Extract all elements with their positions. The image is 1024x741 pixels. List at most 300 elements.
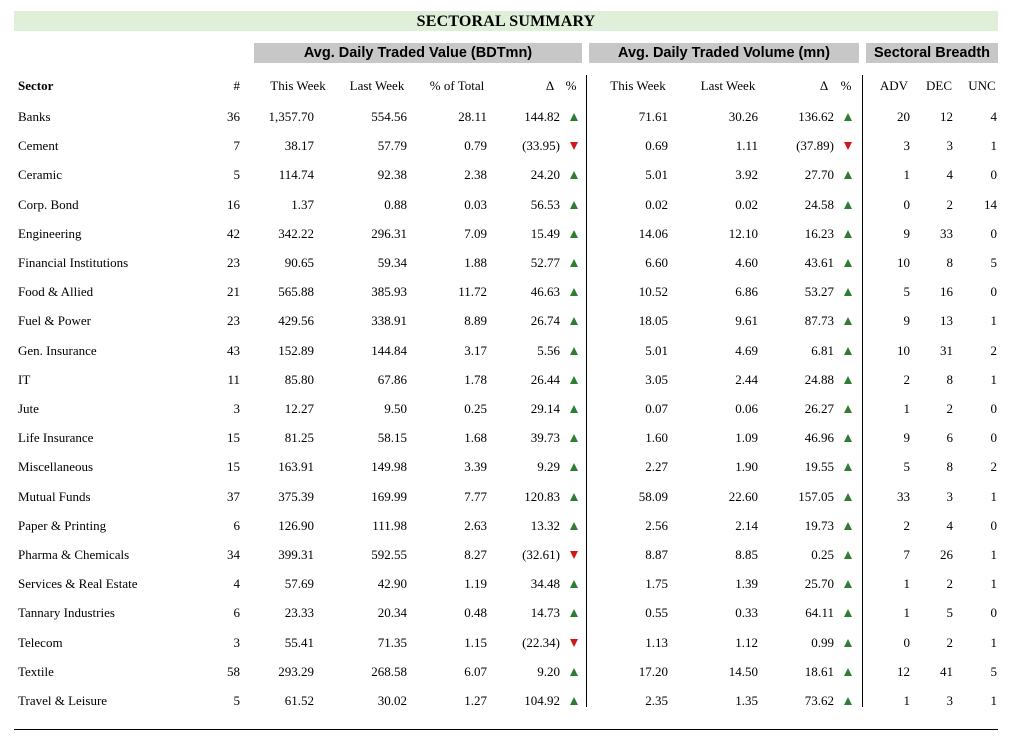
cell-adv: 2 [903,372,910,387]
cell-value-last-week: 554.56 [371,109,407,124]
cell-adv: 5 [903,284,910,299]
cell-adv: 1 [903,605,910,620]
cell-sector: Banks [18,109,51,124]
cell-unc: 1 [990,635,997,650]
cell-volume-delta: 6.81 [811,343,834,358]
cell-value-delta: 24.20 [530,167,560,182]
cell-volume-last-week: 1.09 [735,430,758,445]
cell-value-this-week: 565.88 [278,284,314,299]
cell-value-last-week: 296.31 [371,226,407,241]
cell-dec: 8 [946,255,953,270]
value-delta-up-arrow-icon [570,609,578,617]
cell-dec: 8 [946,459,953,474]
cell-volume-last-week: 30.26 [728,109,758,124]
cell-dec: 4 [946,518,953,533]
cell-volume-last-week: 0.02 [735,197,758,212]
cell-value-pct-total: 8.27 [464,547,487,562]
cell-dec: 2 [946,635,953,650]
cell-adv: 20 [897,109,910,124]
volume-delta-up-arrow-icon [844,113,852,121]
cell-dec: 16 [940,284,953,299]
cell-volume-delta: 53.27 [804,284,834,299]
cell-count: 21 [227,284,240,299]
cell-value-this-week: 152.89 [278,343,314,358]
header-dec: DEC [926,78,952,93]
cell-count: 3 [233,401,240,416]
cell-volume-delta: 87.73 [804,313,834,328]
cell-count: 5 [233,693,240,708]
cell-dec: 3 [946,693,953,708]
header-sector: Sector [18,78,54,93]
cell-value-this-week: 90.65 [284,255,314,270]
cell-volume-delta: 26.27 [804,401,834,416]
cell-volume-this-week: 8.87 [645,547,668,562]
cell-sector: Miscellaneous [18,459,94,474]
cell-sector: Services & Real Estate [18,576,138,591]
cell-unc: 14 [984,197,997,212]
cell-volume-delta: 18.61 [804,664,834,679]
cell-value-delta: 26.44 [530,372,560,387]
cell-count: 3 [233,635,240,650]
cell-value-this-week: 342.22 [278,226,314,241]
cell-count: 6 [233,518,240,533]
cell-count: 23 [227,313,240,328]
cell-dec: 33 [940,226,953,241]
cell-value-this-week: 1,357.70 [268,109,314,124]
cell-value-this-week: 81.25 [284,430,314,445]
value-delta-up-arrow-icon [570,259,578,267]
value-delta-up-arrow-icon [570,668,578,676]
cell-value-pct-total: 1.19 [464,576,487,591]
cell-value-pct-total: 7.77 [464,489,487,504]
cell-value-delta: 5.56 [537,343,560,358]
cell-value-delta: 56.53 [530,197,560,212]
cell-volume-last-week: 1.90 [735,459,758,474]
cell-volume-last-week: 3.92 [735,167,758,182]
cell-volume-last-week: 1.39 [735,576,758,591]
cell-value-last-week: 42.90 [377,576,407,591]
value-delta-up-arrow-icon [570,317,578,325]
cell-value-delta: (32.61) [522,547,560,562]
cell-volume-this-week: 58.09 [638,489,668,504]
volume-delta-up-arrow-icon [844,580,852,588]
cell-value-last-week: 30.02 [377,693,407,708]
value-delta-down-arrow-icon [570,142,578,150]
value-delta-up-arrow-icon [570,580,578,588]
volume-delta-up-arrow-icon [844,347,852,355]
cell-unc: 0 [990,605,997,620]
cell-sector: Tannary Industries [18,605,115,620]
cell-sector: Telecom [18,635,63,650]
cell-value-last-week: 59.34 [377,255,407,270]
value-delta-up-arrow-icon [570,463,578,471]
cell-volume-last-week: 1.11 [735,138,758,153]
cell-volume-last-week: 2.44 [735,372,758,387]
header-value-this-week: This Week [270,78,326,93]
cell-sector: Fuel & Power [18,313,91,328]
volume-delta-up-arrow-icon [844,639,852,647]
cell-value-last-week: 144.84 [371,343,407,358]
value-delta-up-arrow-icon [570,347,578,355]
cell-count: 4 [233,576,240,591]
bottom-rule [14,729,998,730]
cell-value-delta: 15.49 [530,226,560,241]
volume-delta-up-arrow-icon [844,317,852,325]
cell-count: 36 [227,109,240,124]
cell-value-pct-total: 7.09 [464,226,487,241]
cell-dec: 26 [940,547,953,562]
cell-value-delta: 29.14 [530,401,560,416]
report-title: SECTORAL SUMMARY [14,11,998,31]
cell-volume-delta: 19.55 [804,459,834,474]
cell-volume-this-week: 2.27 [645,459,668,474]
cell-count: 15 [227,430,240,445]
volume-delta-up-arrow-icon [844,668,852,676]
cell-volume-delta: 46.96 [804,430,834,445]
cell-sector: Jute [18,401,39,416]
volume-delta-down-arrow-icon [844,142,852,150]
cell-value-this-week: 429.56 [278,313,314,328]
cell-dec: 3 [946,489,953,504]
cell-adv: 9 [903,226,910,241]
cell-volume-delta: 157.05 [798,489,834,504]
cell-dec: 13 [940,313,953,328]
cell-volume-last-week: 0.33 [735,605,758,620]
cell-sector: Textile [18,664,54,679]
cell-value-delta: 34.48 [530,576,560,591]
cell-volume-delta: 73.62 [804,693,834,708]
group-header-sectoral-breadth: Sectoral Breadth [866,43,998,63]
cell-volume-delta: 19.73 [804,518,834,533]
cell-volume-delta: 16.23 [804,226,834,241]
volume-delta-up-arrow-icon [844,463,852,471]
cell-volume-last-week: 1.12 [735,635,758,650]
cell-value-pct-total: 6.07 [464,664,487,679]
cell-unc: 5 [990,664,997,679]
cell-volume-last-week: 12.10 [728,226,758,241]
cell-value-delta: 104.92 [524,693,560,708]
cell-unc: 0 [990,226,997,241]
header-volume-this-week: This Week [610,78,666,93]
cell-dec: 2 [946,576,953,591]
volume-delta-up-arrow-icon [844,405,852,413]
cell-value-last-week: 268.58 [371,664,407,679]
volume-delta-up-arrow-icon [844,288,852,296]
cell-count: 16 [227,197,240,212]
value-delta-up-arrow-icon [570,113,578,121]
cell-volume-this-week: 0.02 [645,197,668,212]
cell-value-last-week: 592.55 [371,547,407,562]
cell-value-this-week: 1.37 [291,197,314,212]
cell-count: 23 [227,255,240,270]
cell-value-pct-total: 3.39 [464,459,487,474]
cell-dec: 5 [946,605,953,620]
divider-volume-breadth [862,75,863,707]
cell-value-last-week: 338.91 [371,313,407,328]
cell-count: 42 [227,226,240,241]
cell-unc: 1 [990,489,997,504]
cell-adv: 1 [903,576,910,591]
cell-adv: 9 [903,313,910,328]
cell-value-pct-total: 8.89 [464,313,487,328]
cell-dec: 6 [946,430,953,445]
volume-delta-up-arrow-icon [844,522,852,530]
cell-sector: Cement [18,138,59,153]
cell-value-this-week: 399.31 [278,547,314,562]
cell-unc: 1 [990,547,997,562]
volume-delta-up-arrow-icon [844,609,852,617]
cell-value-pct-total: 0.79 [464,138,487,153]
group-header-traded-value: Avg. Daily Traded Value (BDTmn) [254,43,582,63]
cell-volume-this-week: 10.52 [638,284,668,299]
cell-volume-delta: 0.25 [811,547,834,562]
cell-value-pct-total: 28.11 [458,109,487,124]
cell-value-this-week: 55.41 [284,635,314,650]
cell-volume-this-week: 71.61 [638,109,668,124]
value-delta-up-arrow-icon [570,201,578,209]
cell-value-pct-total: 1.78 [464,372,487,387]
cell-unc: 2 [990,459,997,474]
cell-dec: 8 [946,372,953,387]
cell-volume-this-week: 6.60 [645,255,668,270]
cell-value-last-week: 67.86 [377,372,407,387]
cell-adv: 33 [897,489,910,504]
cell-adv: 2 [903,518,910,533]
cell-volume-this-week: 18.05 [638,313,668,328]
cell-dec: 3 [946,138,953,153]
header-volume-last-week: Last Week [700,78,756,93]
cell-volume-last-week: 6.86 [735,284,758,299]
cell-sector: Engineering [18,226,82,241]
cell-unc: 1 [990,372,997,387]
value-delta-up-arrow-icon [570,230,578,238]
cell-value-last-week: 9.50 [384,401,407,416]
cell-value-delta: (22.34) [522,635,560,650]
cell-value-last-week: 71.35 [377,635,407,650]
header-unc: UNC [968,78,996,93]
volume-delta-up-arrow-icon [844,697,852,705]
cell-volume-delta: (37.89) [796,138,834,153]
cell-volume-last-week: 4.69 [735,343,758,358]
cell-count: 58 [227,664,240,679]
cell-sector: IT [18,372,31,387]
header-adv: ADV [879,78,909,93]
cell-volume-delta: 43.61 [804,255,834,270]
cell-unc: 1 [990,576,997,591]
cell-unc: 0 [990,518,997,533]
value-delta-up-arrow-icon [570,522,578,530]
volume-delta-up-arrow-icon [844,230,852,238]
cell-value-delta: 13.32 [530,518,560,533]
cell-adv: 10 [897,343,910,358]
cell-volume-this-week: 5.01 [645,167,668,182]
cell-count: 34 [227,547,240,562]
cell-value-this-week: 12.27 [284,401,314,416]
cell-value-pct-total: 0.48 [464,605,487,620]
cell-adv: 1 [903,693,910,708]
cell-unc: 5 [990,255,997,270]
cell-value-last-week: 92.38 [377,167,407,182]
cell-value-delta: 52.77 [530,255,560,270]
cell-dec: 4 [946,167,953,182]
value-delta-up-arrow-icon [570,171,578,179]
cell-value-this-week: 126.90 [278,518,314,533]
cell-value-last-week: 58.15 [377,430,407,445]
cell-volume-this-week: 2.35 [645,693,668,708]
cell-value-pct-total: 1.88 [464,255,487,270]
cell-volume-last-week: 22.60 [728,489,758,504]
cell-sector: Pharma & Chemicals [18,547,130,562]
cell-value-pct-total: 2.38 [464,167,487,182]
group-header-traded-volume: Avg. Daily Traded Volume (mn) [589,43,859,63]
cell-value-last-week: 0.88 [384,197,407,212]
cell-value-delta: 46.63 [530,284,560,299]
cell-value-delta: 26.74 [530,313,560,328]
cell-value-last-week: 169.99 [371,489,407,504]
cell-adv: 10 [897,255,910,270]
cell-volume-this-week: 17.20 [638,664,668,679]
volume-delta-up-arrow-icon [844,551,852,559]
cell-volume-last-week: 14.50 [728,664,758,679]
cell-value-pct-total: 11.72 [458,284,487,299]
cell-value-pct-total: 1.27 [464,693,487,708]
cell-dec: 31 [940,343,953,358]
cell-adv: 7 [903,547,910,562]
cell-value-this-week: 23.33 [284,605,314,620]
cell-adv: 5 [903,459,910,474]
cell-unc: 1 [990,138,997,153]
cell-dec: 2 [946,197,953,212]
cell-value-delta: 144.82 [524,109,560,124]
cell-sector: Gen. Insurance [18,343,97,358]
volume-delta-up-arrow-icon [844,201,852,209]
cell-value-this-week: 38.17 [284,138,314,153]
cell-unc: 0 [990,284,997,299]
value-delta-up-arrow-icon [570,697,578,705]
cell-value-this-week: 85.80 [284,372,314,387]
cell-value-this-week: 163.91 [278,459,314,474]
cell-volume-this-week: 5.01 [645,343,668,358]
cell-volume-last-week: 2.14 [735,518,758,533]
cell-count: 43 [227,343,240,358]
cell-value-pct-total: 3.17 [464,343,487,358]
cell-sector: Ceramic [18,167,63,182]
cell-value-pct-total: 0.03 [464,197,487,212]
cell-volume-last-week: 1.35 [735,693,758,708]
cell-adv: 1 [903,401,910,416]
cell-unc: 1 [990,693,997,708]
volume-delta-up-arrow-icon [844,171,852,179]
cell-volume-this-week: 14.06 [638,226,668,241]
cell-volume-last-week: 9.61 [735,313,758,328]
cell-unc: 1 [990,313,997,328]
cell-sector: Life Insurance [18,430,94,445]
cell-count: 5 [233,167,240,182]
cell-value-this-week: 61.52 [284,693,314,708]
cell-volume-delta: 0.99 [811,635,834,650]
cell-value-pct-total: 1.68 [464,430,487,445]
cell-count: 7 [233,138,240,153]
cell-volume-this-week: 0.55 [645,605,668,620]
value-delta-up-arrow-icon [570,434,578,442]
cell-volume-last-week: 4.60 [735,255,758,270]
cell-adv: 3 [903,138,910,153]
cell-count: 15 [227,459,240,474]
header-value-delta: Δ [545,78,555,93]
cell-volume-delta: 136.62 [798,109,834,124]
divider-value-volume [586,75,587,707]
cell-value-pct-total: 2.63 [464,518,487,533]
cell-value-this-week: 114.74 [278,167,314,182]
cell-sector: Mutual Funds [18,489,91,504]
cell-volume-this-week: 1.13 [645,635,668,650]
value-delta-down-arrow-icon [570,639,578,647]
cell-adv: 0 [903,197,910,212]
cell-value-delta: 9.20 [537,664,560,679]
cell-volume-this-week: 2.56 [645,518,668,533]
cell-adv: 9 [903,430,910,445]
cell-value-last-week: 385.93 [371,284,407,299]
header-value-delta-pct: % [565,78,577,93]
cell-dec: 12 [940,109,953,124]
cell-value-delta: 39.73 [530,430,560,445]
cell-value-delta: 9.29 [537,459,560,474]
cell-value-last-week: 111.98 [372,518,407,533]
cell-value-last-week: 20.34 [377,605,407,620]
cell-unc: 4 [990,109,997,124]
cell-volume-delta: 25.70 [804,576,834,591]
cell-volume-delta: 64.11 [805,605,834,620]
cell-sector: Travel & Leisure [18,693,108,708]
cell-value-pct-total: 0.25 [464,401,487,416]
cell-volume-this-week: 1.75 [645,576,668,591]
header-value-pct-total: % of Total [429,78,485,93]
cell-volume-this-week: 1.60 [645,430,668,445]
value-delta-up-arrow-icon [570,288,578,296]
cell-volume-delta: 27.70 [804,167,834,182]
cell-sector: Corp. Bond [18,197,79,212]
value-delta-down-arrow-icon [570,551,578,559]
cell-value-delta: 14.73 [530,605,560,620]
header-value-last-week: Last Week [349,78,405,93]
volume-delta-up-arrow-icon [844,493,852,501]
cell-dec: 2 [946,401,953,416]
cell-value-last-week: 149.98 [371,459,407,474]
volume-delta-up-arrow-icon [844,259,852,267]
cell-adv: 0 [903,635,910,650]
cell-count: 37 [227,489,240,504]
cell-volume-last-week: 0.06 [735,401,758,416]
cell-value-this-week: 293.29 [278,664,314,679]
cell-unc: 2 [990,343,997,358]
cell-adv: 12 [897,664,910,679]
cell-value-delta: 120.83 [524,489,560,504]
cell-volume-delta: 24.88 [804,372,834,387]
cell-unc: 0 [990,401,997,416]
cell-adv: 1 [903,167,910,182]
cell-sector: Food & Allied [18,284,94,299]
cell-sector: Paper & Printing [18,518,107,533]
header-volume-delta: Δ [819,78,829,93]
cell-dec: 41 [940,664,953,679]
header-count: # [233,78,240,93]
cell-value-this-week: 57.69 [284,576,314,591]
cell-count: 11 [227,372,240,387]
volume-delta-up-arrow-icon [844,434,852,442]
value-delta-up-arrow-icon [570,376,578,384]
cell-sector: Financial Institutions [18,255,129,270]
cell-value-this-week: 375.39 [278,489,314,504]
